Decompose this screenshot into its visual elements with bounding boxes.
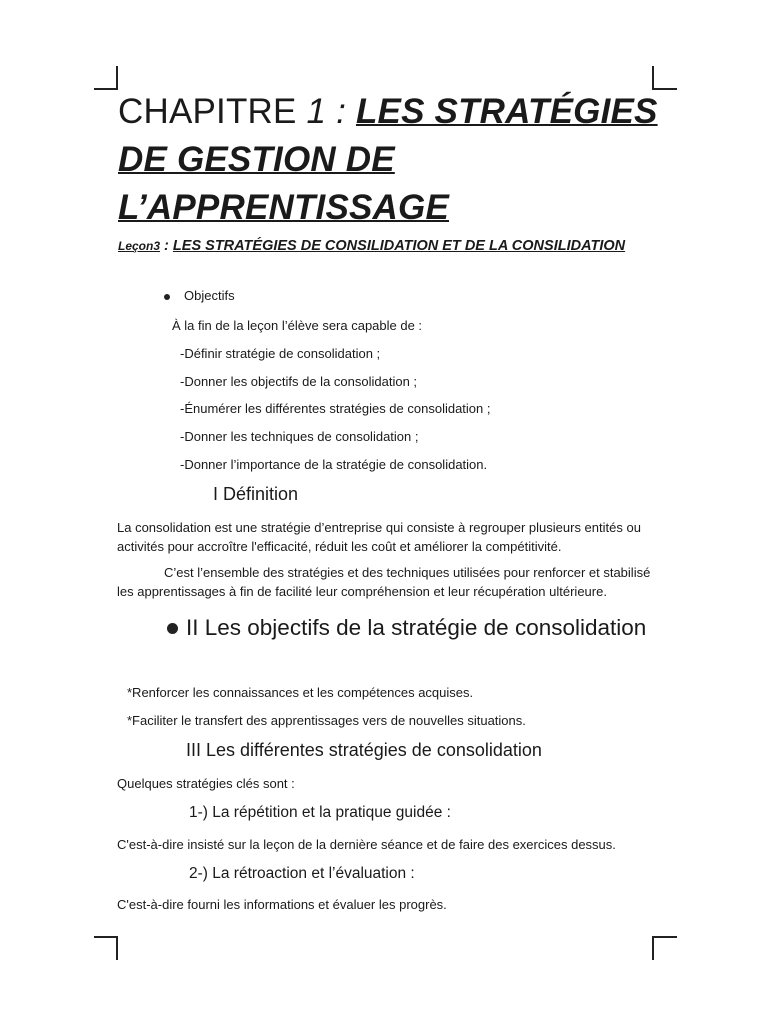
objective-item-4: -Donner les techniques de consolidation ; [180,429,419,444]
objectives-heading-label: Objectifs [184,288,235,303]
crop-mark-top-left-h [94,88,118,90]
bullet-icon [164,294,170,300]
chapter-number: 1 : [306,92,347,131]
strategy-1-text: C'est-à-dire insisté sur la leçon de la dernière séance et de faire des exercices dessus. [117,837,616,852]
objective-item-2: -Donner les objectifs de la consolidation ; [180,374,418,389]
crop-mark-top-right-v [652,66,654,90]
strategy-2-heading: 2-) La rétroaction et l’évaluation : [189,865,415,882]
bullet-icon [167,623,178,634]
crop-mark-bottom-right-v [652,936,654,960]
objectives-section-heading [160,612,660,643]
objectives-intro: À la fin de la leçon l’élève sera capable de : [172,318,423,333]
strategies-intro: Quelques stratégies clés sont : [117,776,295,791]
crop-mark-bottom-left-v [116,936,118,960]
objectives-heading [164,288,235,303]
lesson-heading [118,235,663,257]
strategy-2-text: C'est-à-dire fourni les informations et évaluer les progrès. [117,897,447,912]
objectives-section-heading-label: II Les objectifs de la stratégie de consolidation [186,615,647,640]
chapter-title: LES STRATÉGIES DE GESTION DE L’APPRENTISSAGE [118,92,658,227]
objectives-section-item-1: *Renforcer les connaissances et les compétences acquises. [127,685,474,700]
objective-item-1: -Définir stratégie de consolidation ; [180,346,381,361]
strategies-heading: III Les différentes stratégies de consolidation [186,740,542,760]
lesson-title: LES STRATÉGIES DE CONSILIDATION ET DE LA CONSILIDATION [172,238,626,254]
crop-mark-top-left-v [116,66,118,90]
objectives-section-item-2: *Faciliter le transfert des apprentissages vers de nouvelles situations. [127,713,526,728]
definition-paragraph-2: C’est l’ensemble des stratégies et des techniques utilisées pour renforcer et stabilisé les apprentissages à fin de facilité leur compréhension et leur récupération ultérieure. [117,565,651,599]
chapter-heading [118,88,663,232]
definition-heading: I Définition [213,484,299,504]
crop-mark-bottom-right-h [653,936,677,938]
lesson-separator: : [164,238,169,254]
strategy-1-heading: 1-) La répétition et la pratique guidée : [189,804,451,821]
objective-item-5: -Donner l’importance de la stratégie de consolidation. [180,457,488,472]
chapter-label: CHAPITRE [118,92,297,131]
objective-item-3: -Énumérer les différentes stratégies de consolidation ; [180,401,491,416]
lesson-label: Leçon3 [118,239,161,253]
crop-mark-bottom-left-h [94,936,118,938]
definition-paragraph-1: La consolidation est une stratégie d’entreprise qui consiste à regrouper plusieurs entités ou activités pour accroître l'efficacité, réduit les coût et améliorer la compétitivité. [117,520,641,554]
